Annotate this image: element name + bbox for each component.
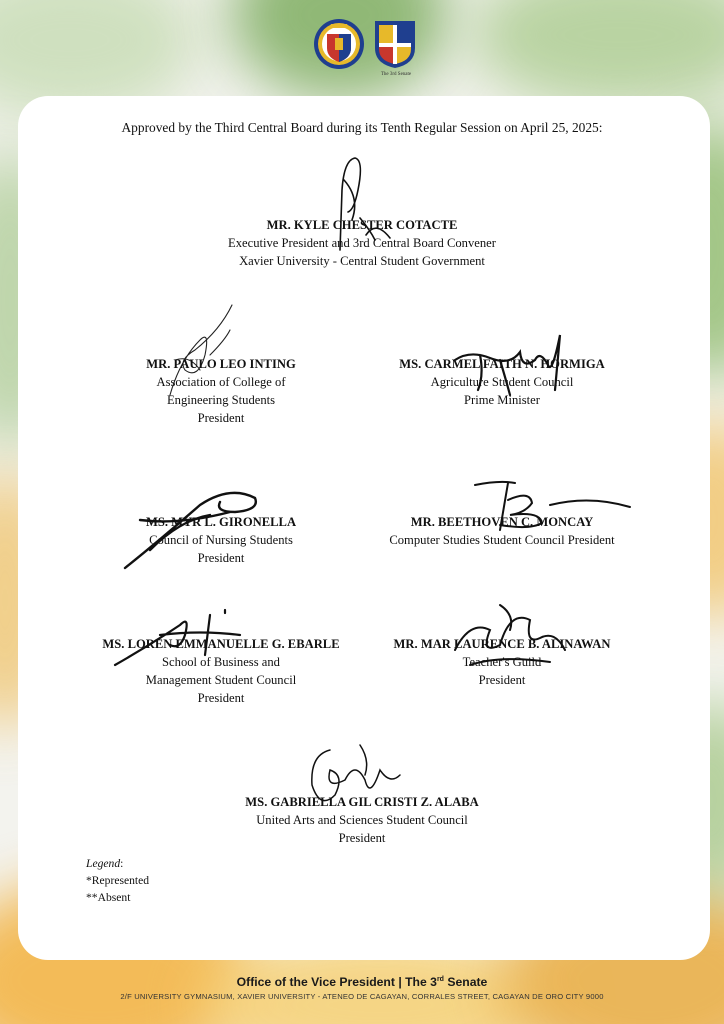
university-seal-icon	[313, 18, 365, 70]
signatory-name: MR. KYLE CHESTER COTACTE	[266, 218, 458, 232]
signatory-name: MR. BEETHOVEN C. MONCAY	[410, 515, 594, 529]
signatory-role: President	[478, 673, 526, 687]
signatory-block	[162, 793, 562, 847]
signatory-name: MR. PAULO LEO INTING	[146, 357, 296, 371]
senate-seal-icon	[372, 18, 418, 70]
signatory-name: MS. MYR L. GIRONELLA	[145, 515, 297, 529]
signatory-role: Prime Minister	[464, 393, 540, 407]
legend-title: Legend	[86, 857, 121, 870]
signatory-name: MR. MAR LAURENCE B. ALINAWAN	[393, 637, 611, 651]
signatory-role: Xavier University - Central Student Government	[239, 254, 485, 268]
signatory-role: President	[197, 411, 245, 425]
signatory-role: President	[197, 551, 245, 565]
signatory-block	[352, 513, 652, 549]
signatory-block	[160, 216, 564, 270]
legend-item: *Represented	[86, 874, 150, 887]
footer-title-suffix: Senate	[443, 975, 488, 989]
signatory-name: MS. CARMEL FAITH N. HORMIGA	[399, 357, 605, 371]
legend: Legend: *Represented **Absent	[86, 857, 150, 904]
approval-statement: Approved by the Third Central Board during its Tenth Regular Session on April 25, 2025:	[121, 120, 603, 135]
signatory-block	[352, 635, 652, 689]
legend-item: **Absent	[86, 891, 131, 904]
signatory-role: School of Business and	[162, 655, 280, 669]
footer-office-title	[0, 975, 724, 989]
senate-seal-caption: The 3rd Senate	[380, 72, 412, 77]
footer-title-sup: rd	[436, 975, 444, 983]
signatory-role: Teacher's Guild	[462, 655, 542, 669]
signatory-block	[372, 355, 632, 409]
signatory-role: Council of Nursing Students	[149, 533, 293, 547]
signatory-role: Engineering Students	[166, 393, 276, 407]
signatory-role: Computer Studies Student Council President	[389, 533, 615, 547]
signatory-role: President	[197, 691, 245, 705]
signatory-name: MS. GABRIELLA GIL CRISTI Z. ALABA	[245, 795, 479, 809]
signatory-role: Agriculture Student Council	[430, 375, 574, 389]
signatory-role: Executive President and 3rd Central Board Convener	[228, 236, 496, 250]
footer-address: 2/F UNIVERSITY GYMNASIUM, XAVIER UNIVERSITY - ATENEO DE CAGAYAN, CORRALES STREET, CAGAYAN DE ORO CITY 9000	[120, 992, 604, 1001]
signatory-role: Management Student Council	[145, 673, 297, 687]
signatory-block	[91, 635, 351, 707]
signatory-role: President	[338, 831, 386, 845]
footer-title-prefix: Office of the Vice President | The 3	[236, 975, 437, 989]
header-logos	[0, 14, 724, 84]
signatory-role: United Arts and Sciences Student Council	[256, 813, 468, 827]
signatory-role: Association of College of	[156, 375, 286, 389]
signatory-name: MS. LOREN EMMANUELLE G. EBARLE	[102, 637, 340, 651]
signatory-block	[121, 513, 321, 567]
signatory-block	[121, 355, 321, 427]
